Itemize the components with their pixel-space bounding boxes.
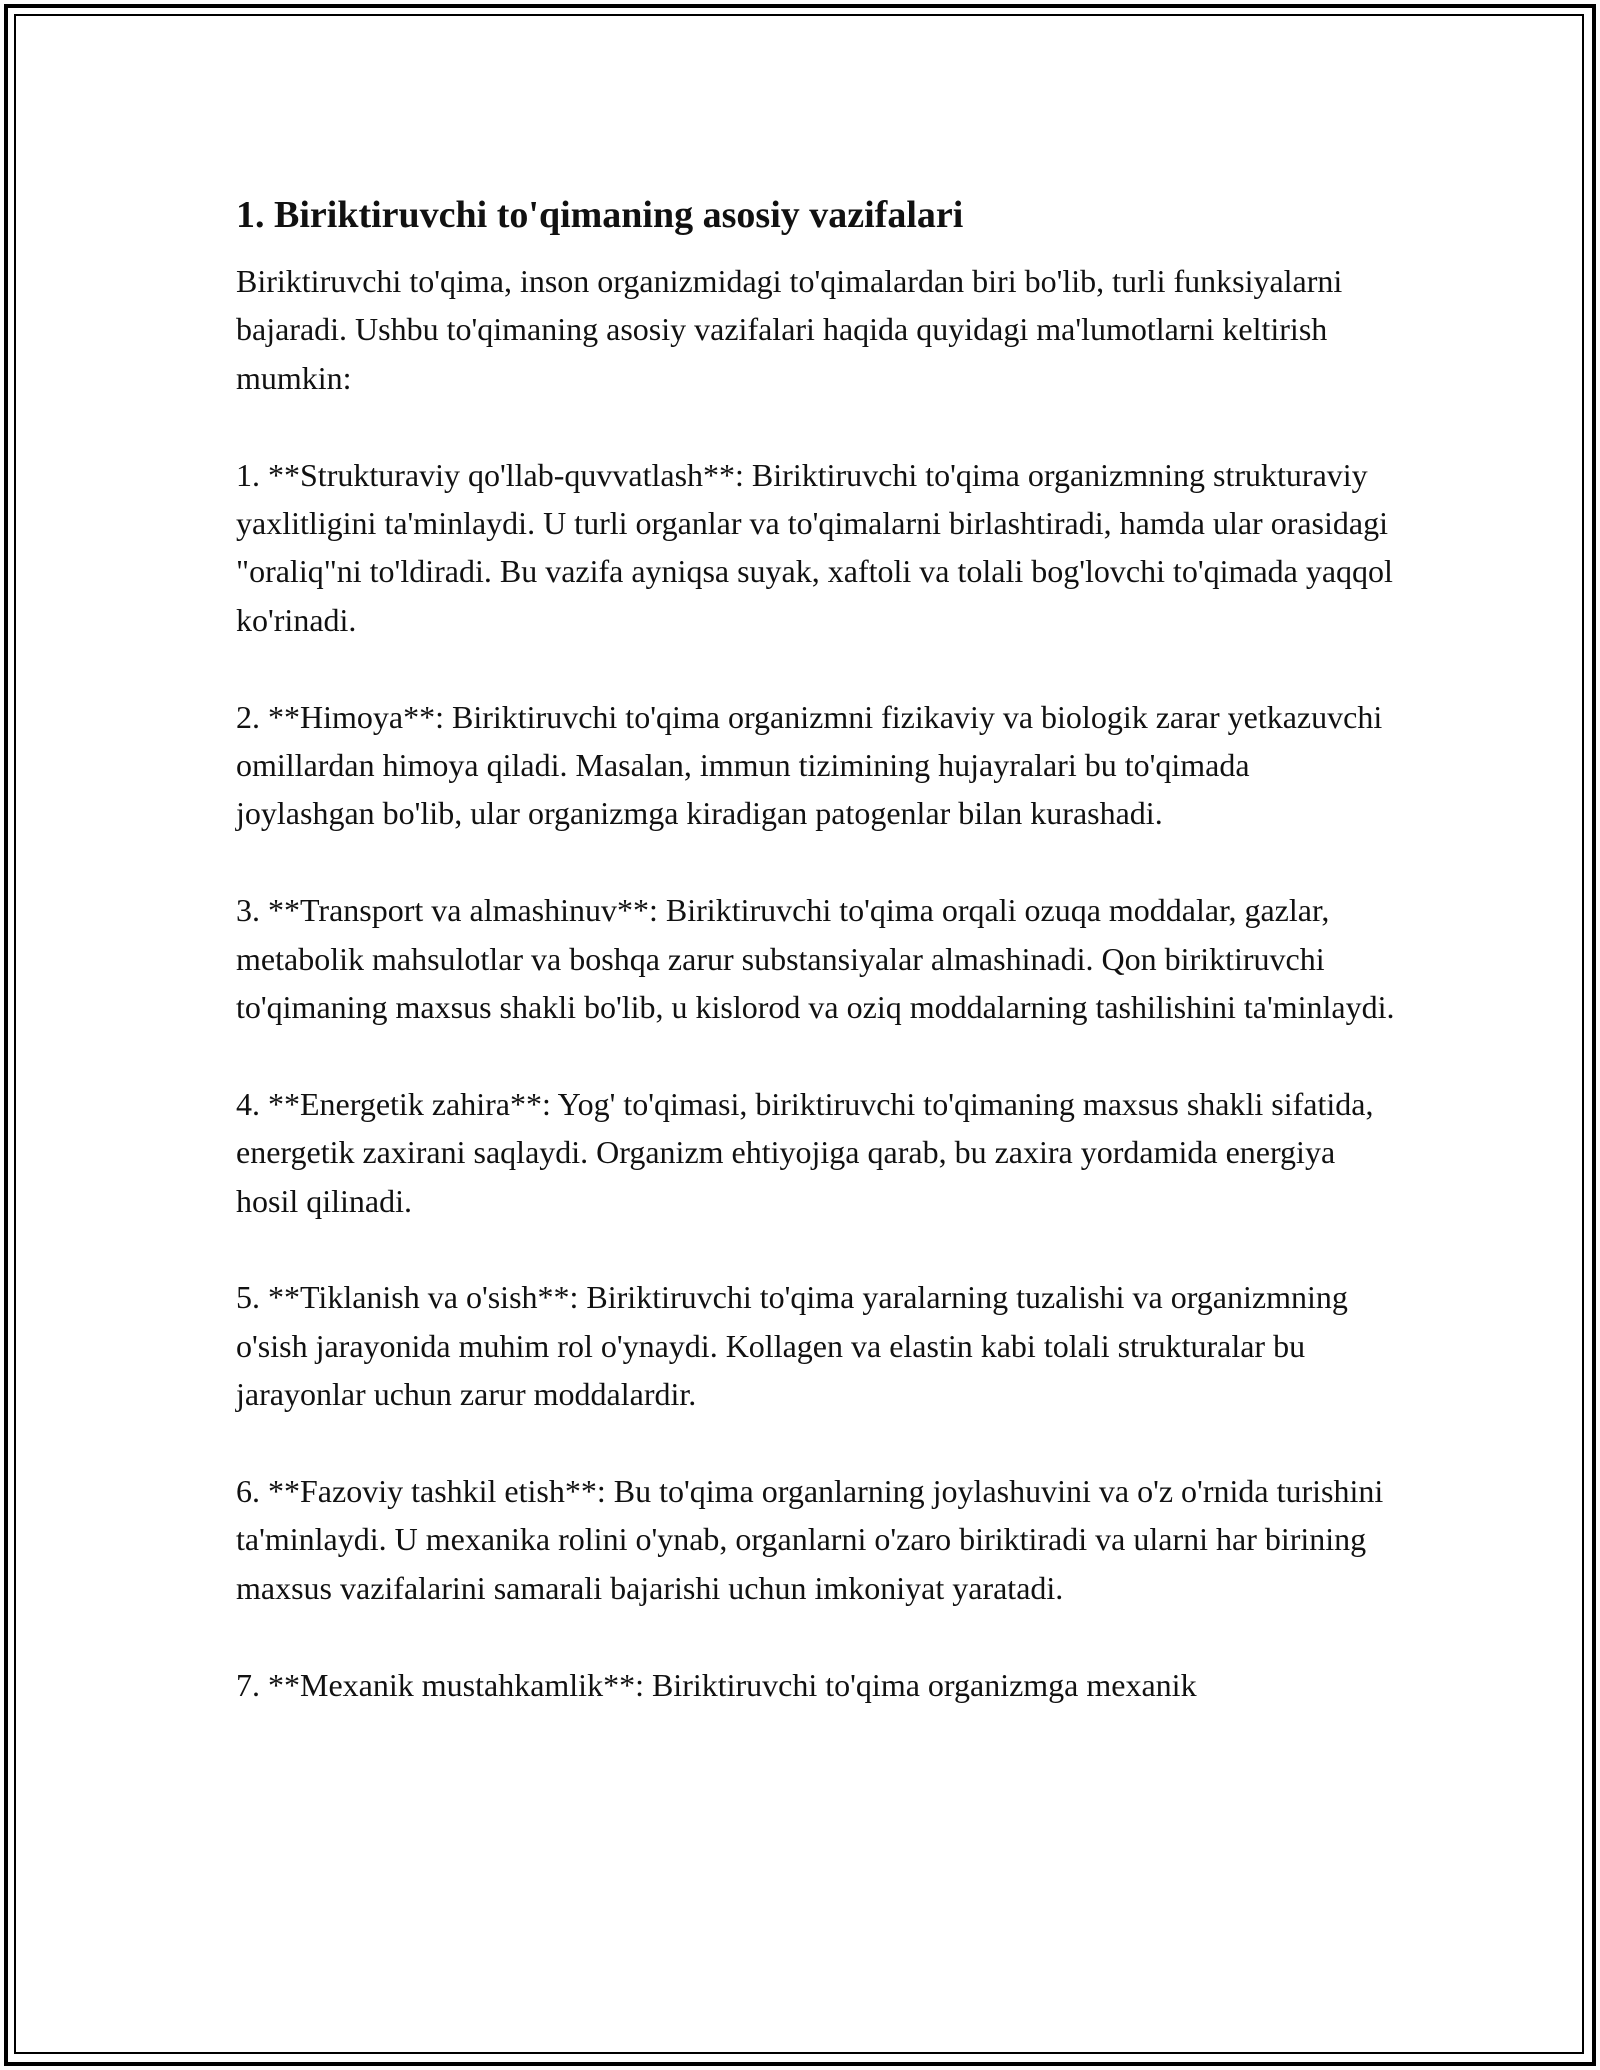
document-body (236, 185, 1396, 1757)
list-item-2: 2. **Himoya**: Biriktiruvchi to'qima organizmni fizikaviy va biologik zarar yetkazuvchi omillardan himoya qiladi. Masalan, immun tizimining hujayralari bu to'qimada joylashgan bo'lib, ular organizmga kiradigan patogenlar bilan kurashadi. (236, 698, 1383, 832)
list-item-3: 3. **Transport va almashinuv**: Biriktiruvchi to'qima orqali ozuqa moddalar, gazlar, metabolik mahsulotlar va boshqa zarur substansiyalar almashinadi. Qon biriktiruvchi to'qimaning maxsus shakli bo'lib, u kislorod va oziq moddalarning tashilishini ta'minlaydi. (236, 892, 1395, 1026)
section-heading: 1. Biriktiruvchi to'qimaning asosiy vazifalari (236, 194, 964, 236)
list-item-1: 1. **Strukturaviy qo'llab-quvvatlash**: Biriktiruvchi to'qima organizmning strukturaviy yaxlitligini ta'minlaydi. U turli organlar va to'qimalarni birlashtiradi, hamda ular orasidagi "oraliq"ni to'ldiradi. Bu vazifa ayniqsa suyak, xaftoli va tolali bog'lovchi to'qimada yaqqol ko'rinadi. (236, 456, 1393, 638)
list-item-4: 4. **Energetik zahira**: Yog' to'qimasi, biriktiruvchi to'qimaning maxsus shakli sifatida, energetik zaxirani saqlaydi. Organizm ehtiyojiga qarab, bu zaxira yordamida energiya hosil qilinadi. (236, 1085, 1374, 1219)
list-item-6: 6. **Fazoviy tashkil etish**: Bu to'qima organlarning joylashuvini va o'z o'rnida turishini ta'minlaydi. U mexanika rolini o'ynab, organlarni o'zaro biriktiradi va ularni har birining maxsus vazifalarini samarali bajarishi uchun imkoniyat yaratadi. (236, 1473, 1384, 1606)
list-item-5: 5. **Tiklanish va o'sish**: Biriktiruvchi to'qima yaralarning tuzalishi va organizmning o'sish jarayonida muhim rol o'ynaydi. Kollagen va elastin kabi tolali strukturalar bu jarayonlar uchun zarur moddalardir. (236, 1279, 1348, 1413)
intro-paragraph: Biriktiruvchi to'qima, inson organizmidagi to'qimalardan biri bo'lib, turli funksiyalarni bajaradi. Ushbu to'qimaning asosiy vazifalari haqida quyidagi ma'lumotlarni keltirish mumkin: (236, 263, 1343, 396)
list-item-7: 7. **Mexanik mustahkamlik**: Biriktiruvchi to'qima organizmga mexanik (236, 1666, 1197, 1703)
